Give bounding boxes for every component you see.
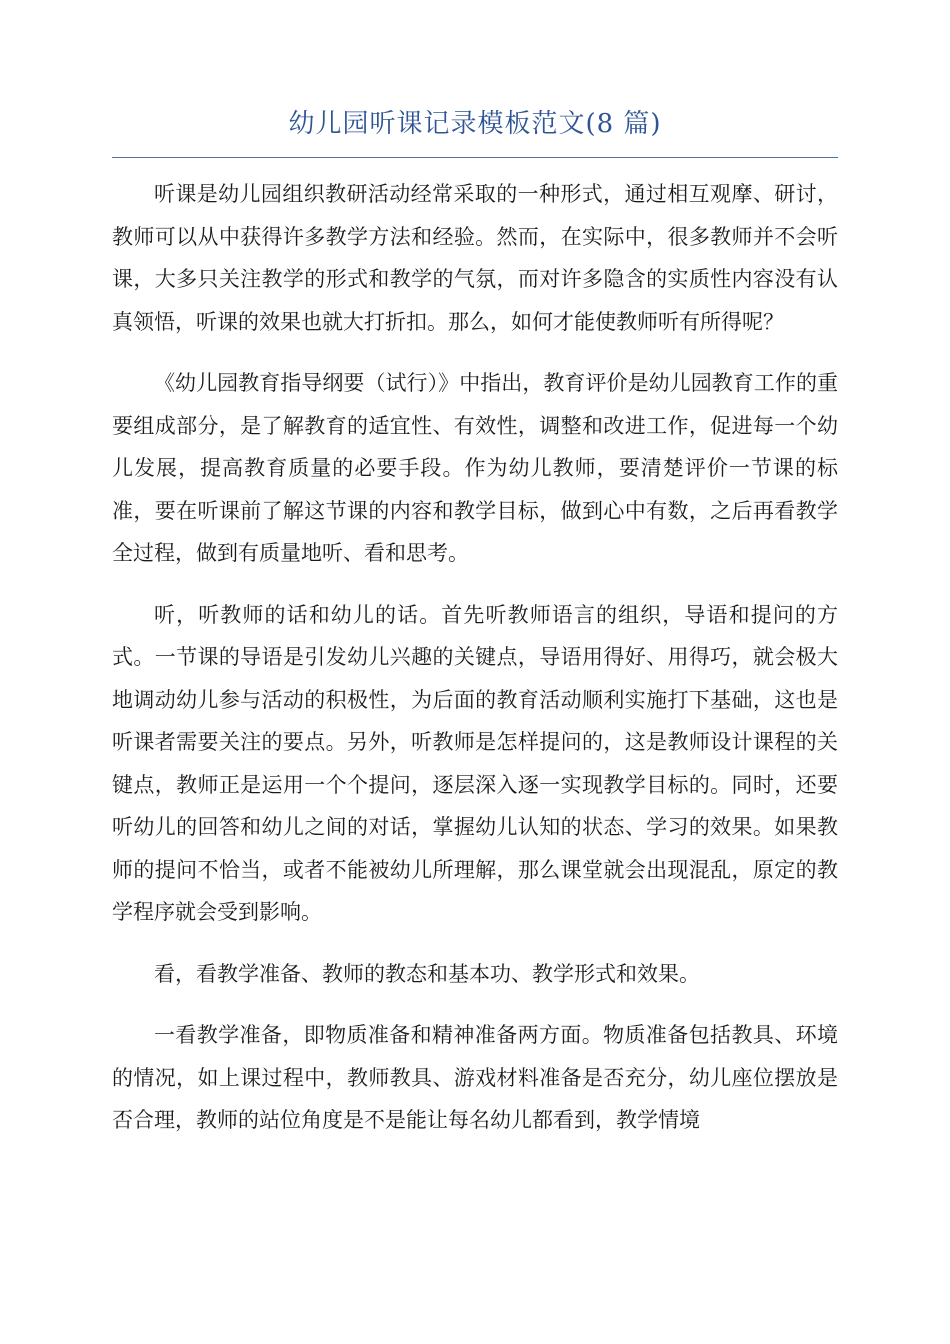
document-body xyxy=(112,173,838,1161)
paragraph-preparation: 一看教学准备，即物质准备和精神准备两方面。物质准备包括教具、环境的情况，如上课过程中，教师教具、游戏材料准备是否充分，幼儿座位摆放是否合理，教师的站位角度是不是能让每名幼儿都看到，教学情境 xyxy=(112,1023,838,1132)
paragraph-guideline: 《幼儿园教育指导纲要（试行）》中指出，教育评价是幼儿园教育工作的重要组成部分，是了解教育的适宜性、有效性，调整和改进工作，促进每一个幼儿发展，提高教育质量的必要手段。作为幼儿教师，要清楚评价一节课的标准，要在听课前了解这节课的内容和教学目标，做到心中有数，之后再看教学全过程，做到有质量地听、看和思考。 xyxy=(112,371,838,565)
paragraph-intro: 听课是幼儿园组织教研活动经常采取的一种形式，通过相互观摩、研讨，教师可以从中获得许多教学方法和经验。然而，在实际中，很多教师并不会听课，大多只关注教学的形式和教学的气氛，而对许多隐含的实质性内容没有认真领悟，听课的效果也就大打折扣。那么，如何才能使教师听有所得呢？ xyxy=(112,182,838,334)
document-title: 幼儿园听课记录模板范文(8 篇) xyxy=(288,109,662,139)
title-divider xyxy=(112,157,838,158)
paragraph-look: 看，看教学准备、教师的教态和基本功、教学形式和效果。 xyxy=(154,961,700,986)
paragraph-listen: 听，听教师的话和幼儿的话。首先听教师语言的组织，导语和提问的方式。一节课的导语是引发幼儿兴趣的关键点，导语用得好、用得巧，就会极大地调动幼儿参与活动的积极性，为后面的教育活动顺利实施打下基础，这也是听课者需要关注的要点。另外，听教师是怎样提问的，这是教师设计课程的关键点，教师正是运用一个个提问，逐层深入逐一实现教学目标的。同时，还要听幼儿的回答和幼儿之间的对话，掌握幼儿认知的状态、学习的效果。如果教师的提问不恰当，或者不能被幼儿所理解，那么课堂就会出现混乱，原定的教学程序就会受到影响。 xyxy=(112,602,838,924)
